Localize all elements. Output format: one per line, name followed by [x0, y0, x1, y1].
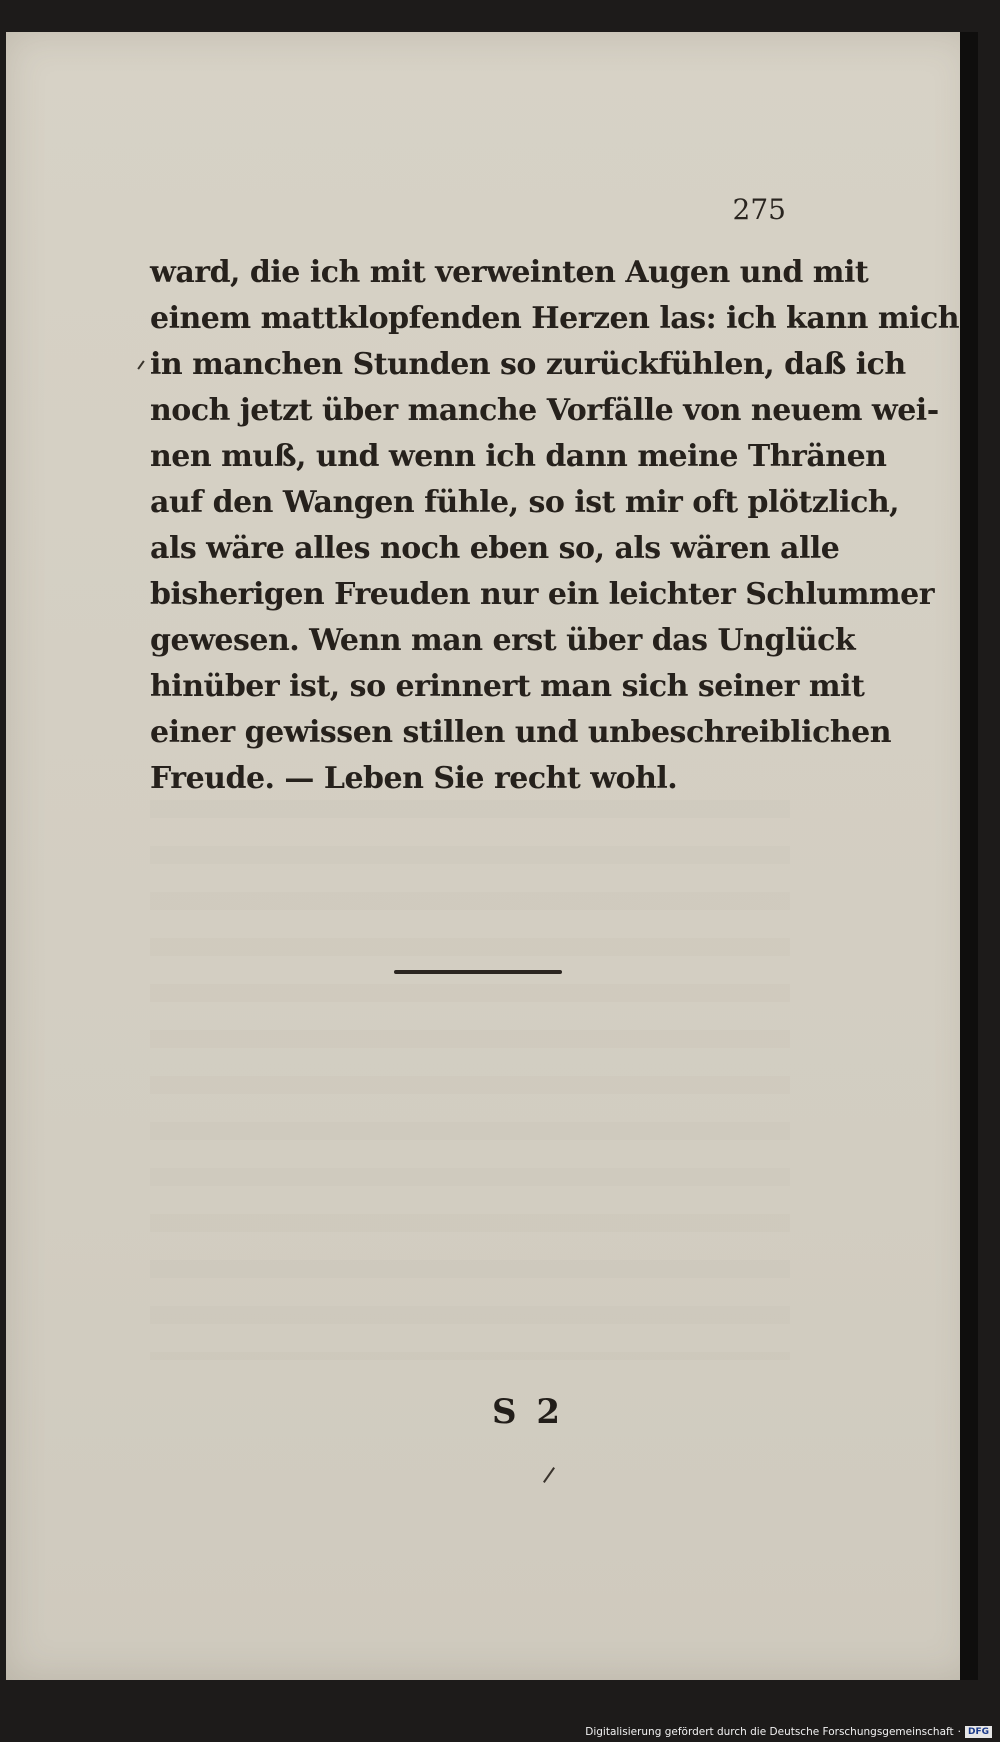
text-line: Freude. — Leben Sie recht wohl. — [150, 761, 678, 796]
text-line: einer gewissen stillen und unbeschreiblichen — [150, 715, 892, 750]
dfg-logo-icon: DFG — [965, 1726, 992, 1738]
text-line: gewesen. Wenn man erst über das Unglück — [150, 623, 856, 658]
section-divider-rule — [394, 970, 562, 974]
text-line: bisherigen Freuden nur ein leichter Schlummer — [150, 577, 935, 612]
text-line: noch jetzt über manche Vorfälle von neuem wei- — [150, 393, 939, 428]
page-edge-shadow — [960, 32, 978, 1680]
text-line: nen muß, und wenn ich dann meine Thränen — [150, 439, 887, 474]
text-line: in manchen Stunden so zurückfühlen, daß ich — [150, 347, 906, 382]
page-number: 275 — [732, 193, 786, 226]
body-text — [150, 250, 960, 802]
text-line: auf den Wangen fühle, so ist mir oft plötzlich, — [150, 485, 900, 520]
text-line: ward, die ich mit verweinten Augen und mit — [150, 255, 869, 290]
text-line: hinüber ist, so erinnert man sich seiner mit — [150, 669, 865, 704]
credit-text: Digitalisierung gefördert durch die Deutsche Forschungsgemeinschaft — [585, 1726, 954, 1738]
credit-separator: · — [957, 1726, 961, 1738]
show-through-texture — [150, 800, 790, 1360]
text-line: einem mattklopfenden Herzen las: ich kann mich — [150, 301, 960, 336]
signature-mark: S 2 — [492, 1392, 565, 1432]
digitization-credit — [585, 1726, 992, 1738]
text-line: als wäre alles noch eben so, als wären alle — [150, 531, 840, 566]
